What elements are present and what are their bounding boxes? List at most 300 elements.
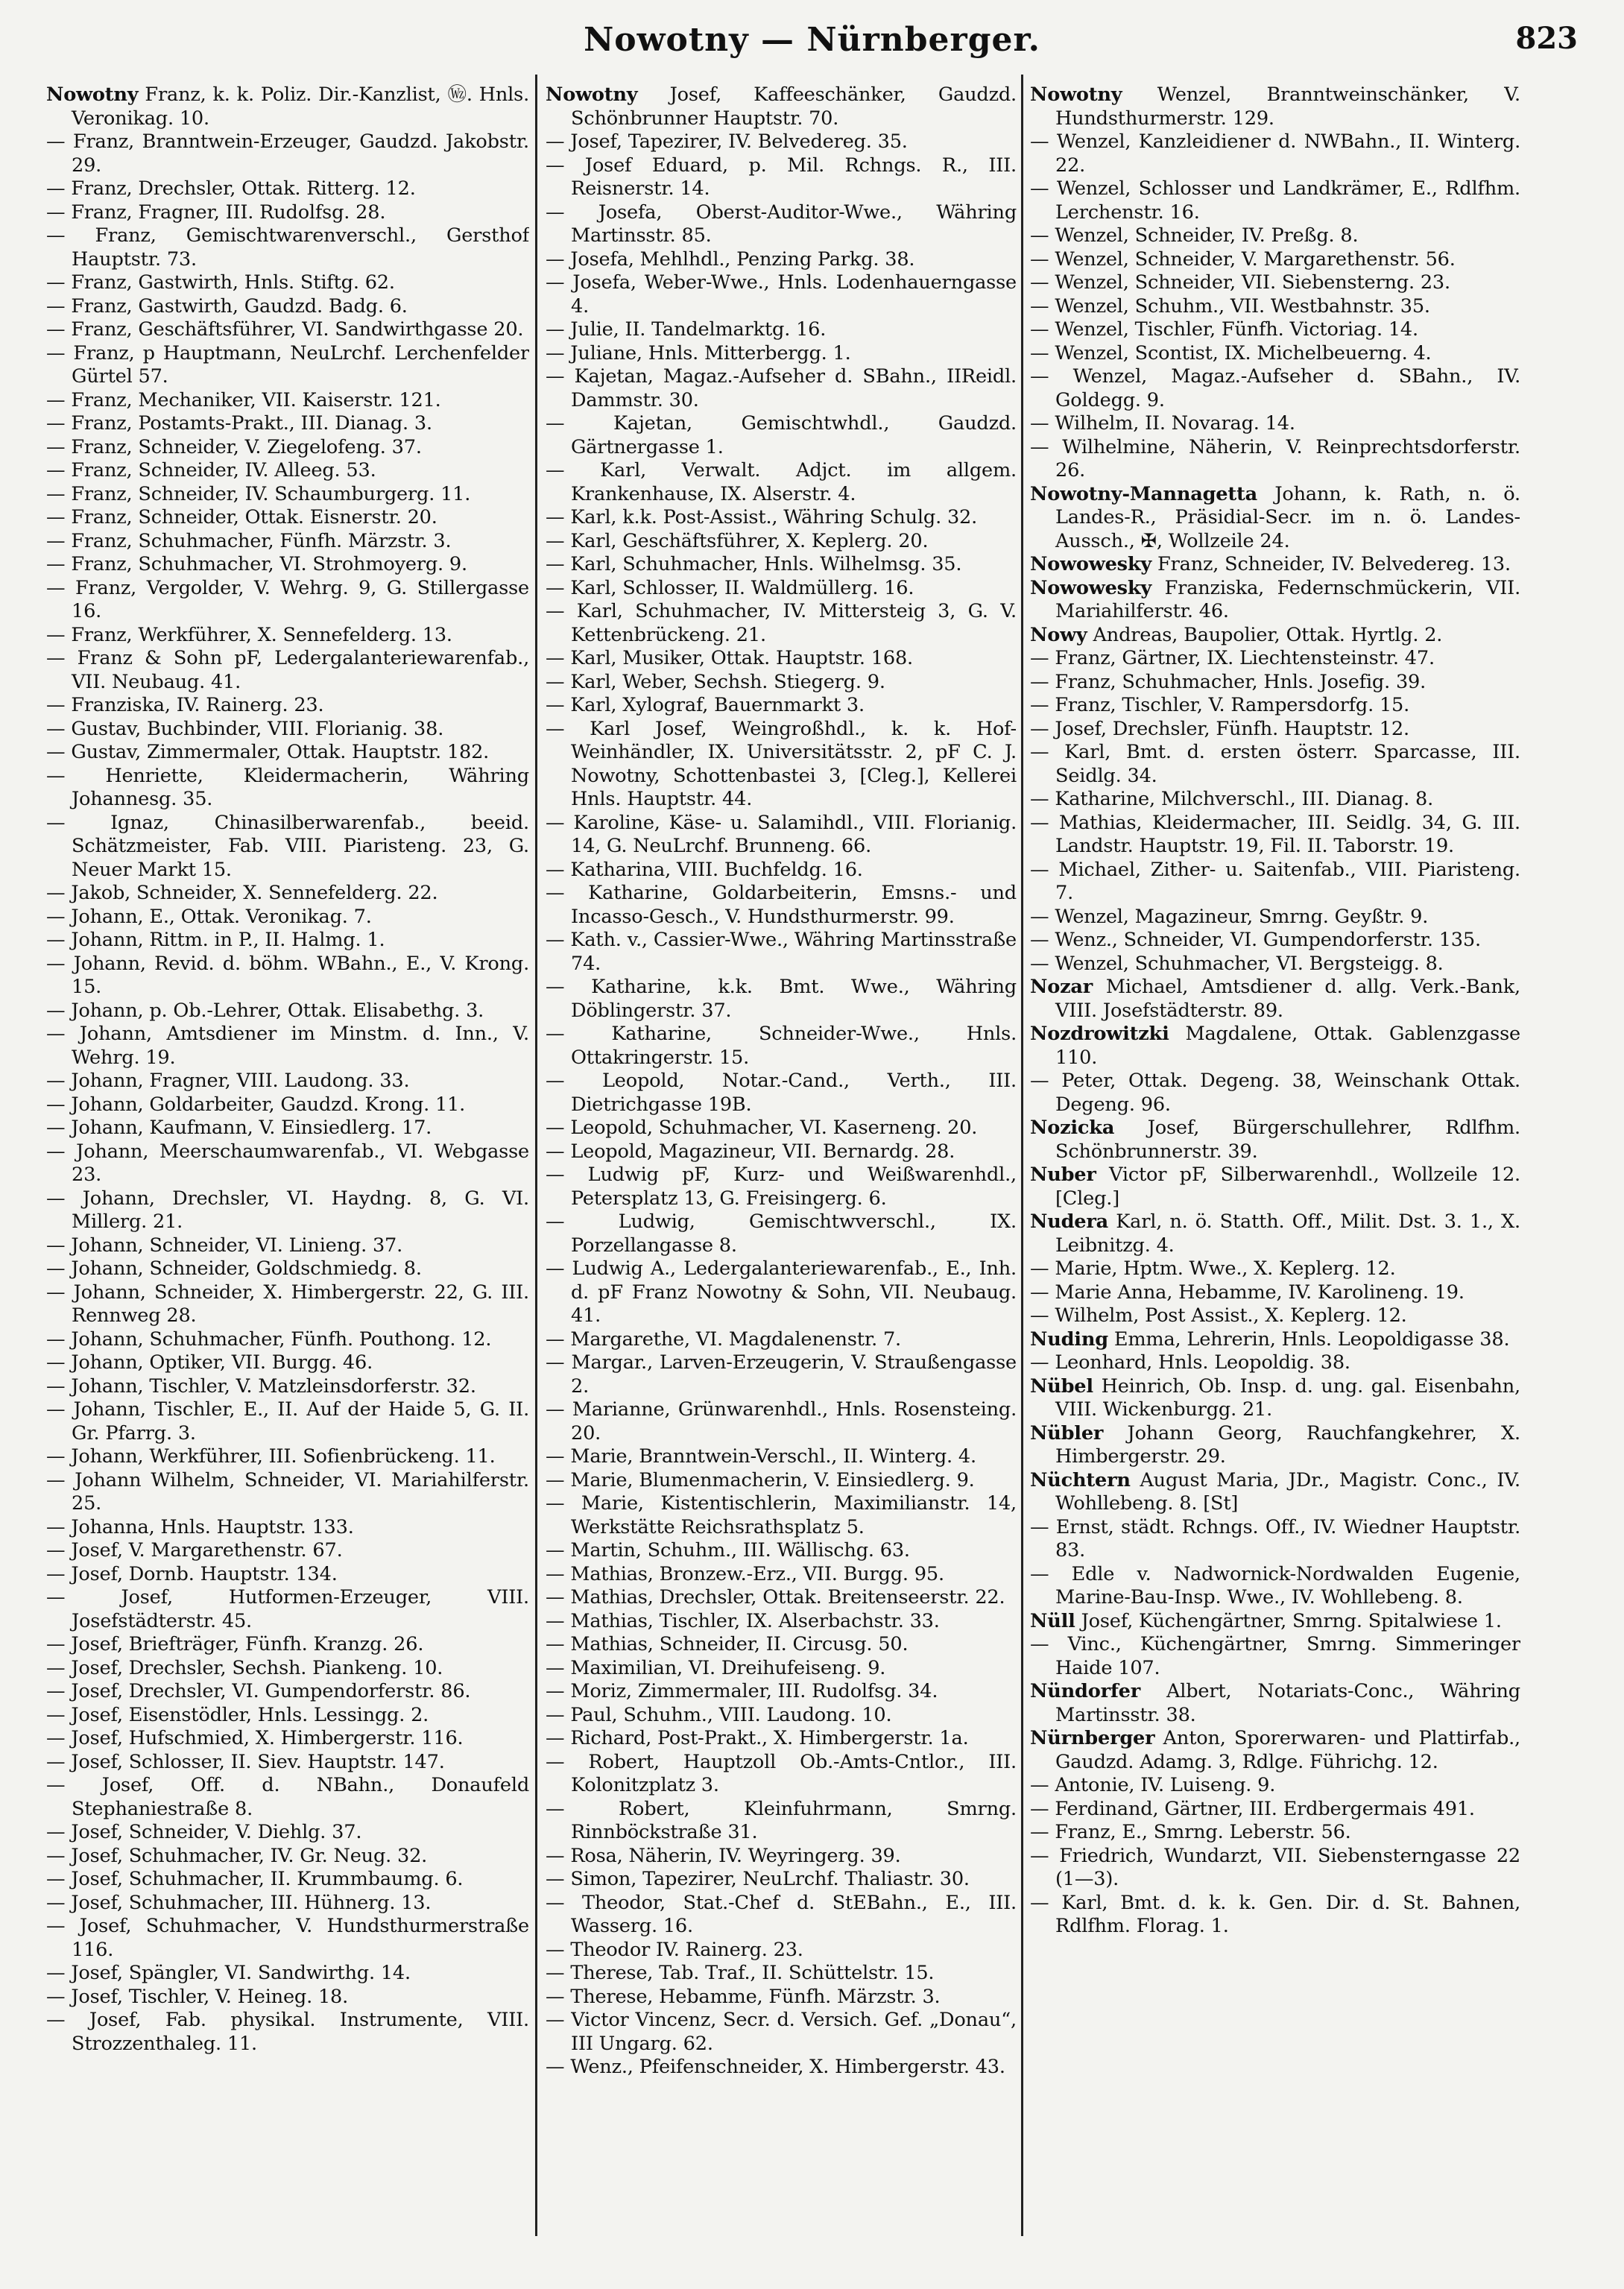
directory-entry [546,1164,1017,1210]
entry-text: — Franz, Fragner, III. Rudolfsg. 28. [46,201,386,224]
entry-text: — Johann, Tischler, V. Matzleinsdorferstr. 32. [46,1374,476,1398]
entry-text: — Mathias, Schneider, II. Circusg. 50. [546,1633,909,1655]
directory-entry [46,342,529,389]
entry-text: Franz, Schneider, IV. Belvedereg. 13. [1151,553,1511,575]
entry-text: — Juliane, Hnls. Mitterbergg. 1. [546,341,851,364]
directory-entry [546,1986,1017,2009]
directory-entry [46,1868,529,1892]
entry-text: — Wilhelmine, Näherin, V. Reinprechtsdorferstr. 26. [1030,435,1520,482]
directory-entry [546,1492,1017,1539]
directory-entry [46,647,529,694]
directory-entry [1030,1821,1520,1845]
directory-entry [546,812,1017,859]
entry-text: — Paul, Schuhm., VIII. Laudong. 10. [546,1703,892,1726]
directory-entry [46,1187,529,1234]
entry-text: — Simon, Tapezirer, NeuLrchf. Thaliastr. 30. [546,1868,970,1890]
directory-entry [1030,1633,1520,1680]
entry-text: — Karl, Xylograf, Bauernmarkt 3. [546,694,865,716]
directory-entry [546,1351,1017,1398]
entry-headword: Nüchtern [1030,1468,1131,1491]
entry-text: — Josef, Tapezirer, IV. Belvedereg. 35. [546,130,908,153]
entry-text: — Leonhard, Hnls. Leopoldig. 38. [1030,1351,1350,1374]
entry-text: — Josef, Schuhmacher, V. Hundsthurmerstraße 116. [46,1915,529,1961]
directory-entry [546,1398,1017,1445]
entry-text: — Josef, Drechsler, Sechsh. Piankeng. 10. [46,1656,443,1679]
entry-text: — Julie, II. Tandelmarktg. 16. [546,318,827,341]
directory-entry [46,224,529,271]
directory-entry [546,1939,1017,1963]
directory-entry [1030,976,1520,1023]
directory-entry [546,1117,1017,1140]
entry-text: Heinrich, Ob. Insp. d. ung. gal. Eisenbahn, VIII. Wickenburgg. 21. [1055,1374,1520,1421]
directory-entry [1030,130,1520,177]
entry-headword: Nowowesky [1030,553,1152,575]
entry-text: — Josef, Schlosser, II. Siev. Hauptstr. 147. [46,1750,445,1773]
entry-text: — Wenzel, Magaz.-Aufseher d. SBahn., IV. Goldegg. 9. [1030,365,1520,411]
directory-entry [46,1821,529,1845]
directory-entry [1030,1023,1520,1070]
column-divider [535,75,537,2236]
directory-entry [546,553,1017,577]
directory-entry [46,1892,529,1916]
entry-text: Franziska, Federnschmückerin, VII. Mariahilferstr. 46. [1055,576,1520,622]
entry-text: — Wenzel, Schneider, IV. Preßg. 8. [1030,224,1359,247]
entry-text: — Marie Anna, Hebamme, IV. Karolineng. 19. [1030,1281,1465,1304]
directory-entry [546,318,1017,342]
directory-entry [46,201,529,225]
directory-entry [46,1962,529,1986]
entry-headword: Nüll [1030,1609,1075,1632]
directory-entry [546,1257,1017,1328]
directory-entry [46,1398,529,1445]
directory-entry [1030,1798,1520,1822]
entry-text: — Wenz., Schneider, VI. Gumpendorferstr. 135. [1030,929,1481,951]
directory-entry [46,506,529,530]
entry-text: — Karl, Schlosser, II. Waldmüllerg. 16. [546,576,914,599]
directory-entry [46,1281,529,1328]
entry-text: — Karl, Bmt. d. k. k. Gen. Dir. d. St. Bahnen, Rdlfhm. Florag. 1. [1030,1891,1520,1937]
directory-entry [546,154,1017,201]
entry-text: — Victor Vincenz, Secr. d. Versich. Gef. „Donau“, III Ungarg. 62. [546,2009,1017,2055]
entry-text: — Gustav, Buchbinder, VIII. Florianig. 38. [46,717,444,740]
entry-text: — Maximilian, VI. Dreihufeiseng. 9. [546,1656,886,1679]
running-title: Nowotny — Nürnberger. [584,21,1040,59]
entry-text: — Josefa, Mehlhdl., Penzing Parkg. 38. [546,247,915,271]
directory-entry [46,1680,529,1704]
entry-text: — Franz, Schneider, V. Ziegelofeng. 37. [46,435,422,458]
entry-text: — Josef, Tischler, V. Heineg. 18. [46,1985,349,2008]
directory-entry [546,577,1017,601]
entry-text: — Josefa, Weber-Wwe., Hnls. Lodenhauerngasse 4. [546,271,1017,318]
directory-entry [46,1351,529,1375]
directory-entry [546,459,1017,506]
entry-text: — Ferdinand, Gärtner, III. Erdbergermais 491. [1030,1797,1475,1820]
entry-text: — Franz, Schneider, IV. Schaumburgerg. 11. [46,482,471,505]
directory-entry [46,624,529,648]
directory-entry [546,1704,1017,1728]
directory-entry [46,1516,529,1540]
entry-text: — Josef, Dornb. Hauptstr. 134. [46,1562,338,1585]
directory-entry [1030,953,1520,976]
directory-entry [46,295,529,319]
entry-text: — Johann, Werkführer, III. Sofienbrückeng. 11. [46,1445,496,1468]
directory-entry [46,1234,529,1258]
entry-text: Josef, Kaffeeschänker, Gaudzd. Schönbrunner Hauptstr. 70. [571,83,1017,130]
directory-entry [1030,1422,1520,1469]
directory-entry [46,389,529,413]
entry-text: — Margarethe, VI. Magdalenenstr. 7. [546,1327,901,1351]
directory-entry [546,600,1017,647]
entry-text: — Josef, Briefträger, Fünfh. Kranzg. 26. [46,1633,424,1655]
directory-entry [546,1868,1017,1892]
directory-entry [1030,177,1520,224]
directory-entry [546,1140,1017,1164]
directory-entry [546,1962,1017,1986]
entry-text: — Josef, Eisenstödler, Hnls. Lessingg. 2. [46,1703,429,1726]
entry-text: — Franz, Tischler, V. Rampersdorfg. 15. [1030,694,1410,716]
directory-entry [1030,1610,1520,1634]
directory-entry [46,318,529,342]
directory-entry [46,718,529,742]
directory-entry [46,741,529,765]
entry-text: — Franz, Geschäftsführer, VI. Sandwirthgasse 20. [46,318,524,341]
entry-text: — Antonie, IV. Luiseng. 9. [1030,1774,1276,1796]
directory-entry [46,1845,529,1869]
directory-entry [46,1000,529,1023]
directory-entry [546,1563,1017,1587]
directory-entry [1030,83,1520,130]
directory-entry [546,694,1017,718]
entry-text: — Franz, Schneider, IV. Alleeg. 53. [46,459,376,482]
column-3 [1030,83,1520,2260]
entry-text: Anton, Sporerwaren- und Plattirfab., Gaudzd. Adamg. 3, Rdlge. Führichg. 12. [1055,1727,1520,1773]
entry-text: Johann Georg, Rauchfangkehrer, X. Himbergerstr. 29. [1055,1421,1520,1468]
entry-text: — Therese, Hebamme, Fünfh. Märzstr. 3. [546,1985,941,2008]
directory-entry [1030,436,1520,483]
entry-text: — Ludwig, Gemischtwverschl., IX. Porzellangasse 8. [546,1210,1017,1257]
directory-entry [1030,929,1520,953]
directory-entry [1030,1375,1520,1422]
directory-entry [46,1469,529,1516]
entry-text: — Johann Wilhelm, Schneider, VI. Mariahilferstr. 25. [46,1468,529,1515]
directory-entry [546,976,1017,1023]
entry-text: — Wenzel, Schuhmacher, VI. Bergsteigg. 8. [1030,952,1444,975]
directory-entry [46,83,529,130]
directory-entry [46,1328,529,1352]
directory-entry [546,1633,1017,1657]
entry-text: — Marianne, Grünwarenhdl., Hnls. Rosensteing. 20. [546,1398,1017,1445]
entry-text: — Richard, Post-Prakt., X. Himbergerstr. 1a. [546,1727,969,1749]
entry-text: — Josef, Spängler, VI. Sandwirthg. 14. [46,1962,411,1984]
directory-entry [46,436,529,460]
entry-text: Andreas, Baupolier, Ottak. Hyrtlg. 2. [1087,623,1443,646]
entry-text: — Franz, Schneider, Ottak. Eisnerstr. 20. [46,506,437,528]
directory-entry [1030,365,1520,412]
entry-text: Albert, Notariats-Conc., Währing Martinsstr. 38. [1055,1680,1520,1726]
entry-text: Magdalene, Ottak. Gablenzgasse 110. [1055,1023,1520,1069]
directory-entry [1030,741,1520,788]
directory-entry [1030,1516,1520,1563]
directory-entry [546,271,1017,318]
directory-entry [1030,1351,1520,1375]
entry-text: — Josef, Drechsler, Fünfh. Hauptstr. 12. [1030,717,1409,740]
entry-text: — Johann, Schneider, X. Himbergerstr. 22, G. III. Rennweg 28. [46,1281,529,1327]
entry-text: — Josef, Schuhmacher, IV. Gr. Neug. 32. [46,1844,428,1867]
entry-text: — Karl, k.k. Post-Assist., Währing Schulg. 32. [546,506,978,528]
directory-entry [1030,906,1520,929]
entry-text: — Johann, Drechsler, VI. Haydng. 8, G. VI. Millerg. 21. [46,1187,529,1233]
column-divider [1021,75,1023,2236]
entry-text: — Marie, Blumenmacherin, V. Einsiedlerg. 9. [546,1468,975,1491]
directory-entry [46,1563,529,1587]
directory-entry [46,1117,529,1140]
entry-headword: Nowotny [46,83,139,106]
directory-entry [546,671,1017,695]
directory-entry [46,459,529,483]
directory-entry [46,765,529,812]
entry-text: — Kath. v., Cassier-Wwe., Währing Martinsstraße 74. [546,929,1017,975]
directory-entry [546,201,1017,248]
directory-entry [1030,1328,1520,1352]
directory-entry [1030,718,1520,742]
entry-text: — Henriette, Kleidermacherin, Währing Johannesg. 35. [46,764,529,810]
directory-entry [1030,647,1520,671]
entry-text: — Franz, Schuhmacher, Fünfh. Märzstr. 3. [46,529,452,552]
entry-text: — Katharine, Schneider-Wwe., Hnls. Ottakringerstr. 15. [546,1023,1017,1069]
entry-text: — Franz, Branntwein-Erzeuger, Gaudzd. Jakobstr. 29. [46,130,529,177]
entry-text: — Karl, Musiker, Ottak. Hauptstr. 168. [546,647,913,669]
directory-entry [46,1023,529,1070]
directory-entry [46,271,529,295]
page-header [0,16,1624,69]
entry-text: — Wenzel, Magazineur, Smrng. Geyßtr. 9. [1030,905,1429,928]
entry-text: Josef, Küchengärtner, Smrng. Spitalwiese 1. [1075,1609,1502,1632]
directory-entry [546,2056,1017,2080]
entry-text: — Wenzel, Schlosser und Landkrämer, E., Rdlfhm. Lerchenstr. 16. [1030,177,1520,224]
directory-entry [46,882,529,906]
entry-text: — Peter, Ottak. Degeng. 38, Weinschank Ottak. Degeng. 96. [1030,1070,1520,1116]
directory-entry [46,1375,529,1399]
directory-entry [1030,1164,1520,1210]
entry-text: — Kajetan, Gemischtwhdl., Gaudzd. Gärtnergasse 1. [546,412,1017,458]
entry-text: — Ludwig pF, Kurz- und Weißwarenhdl., Petersplatz 13, G. Freisingerg. 6. [546,1164,1017,1210]
directory-entry [1030,483,1520,554]
entry-text: — Ludwig A., Ledergalanteriewarenfab., E., Inh. d. pF Franz Nowotny & Sohn, VII. Neubaug. 41. [546,1257,1017,1327]
directory-entry [1030,1845,1520,1892]
entry-text: — Wilhelm, Post Assist., X. Keplerg. 12. [1030,1304,1407,1327]
directory-entry [46,1774,529,1821]
entry-text: — Josef, Hutformen-Erzeuger, VIII. Josefstädterstr. 45. [46,1586,529,1632]
directory-entry [546,1892,1017,1939]
entry-text: — Therese, Tab. Traf., II. Schüttelstr. 15. [546,1962,935,1984]
directory-entry [46,1070,529,1093]
entry-text: — Franz, Vergolder, V. Wehrg. 9, G. Stillergasse 16. [46,576,529,622]
entry-text: — Franz, Gemischtwarenverschl., Gersthof Hauptstr. 73. [46,224,529,271]
entry-text: — Franz, Werkführer, X. Sennefelderg. 13. [46,623,452,646]
entry-text: — Ernst, städt. Rchngs. Off., IV. Wiedner Hauptstr. 83. [1030,1515,1520,1562]
entry-text: — Mathias, Bronzew.-Erz., VII. Burgg. 95. [546,1562,944,1585]
entry-text: — Karl, Geschäftsführer, X. Keplerg. 20. [546,529,929,552]
directory-entry [546,859,1017,883]
directory-entry [1030,271,1520,295]
directory-entry [546,1210,1017,1257]
directory-entry [46,1140,529,1187]
directory-entry [1030,859,1520,906]
entry-text: — Johann, Meerschaumwarenfab., VI. Webgasse 23. [46,1140,529,1186]
directory-entry [546,83,1017,130]
entry-text: — Karoline, Käse- u. Salamihdl., VIII. Florianig. 14, G. NeuLrchf. Brunneng. 66. [546,811,1017,857]
entry-text: — Josef, Schneider, V. Diehlg. 37. [46,1821,362,1843]
directory-entry [46,1751,529,1775]
entry-text: — Katharine, Goldarbeiterin, Emsns.- und Incasso-Gesch., V. Hundsthurmerstr. 99. [546,882,1017,928]
directory-entry [46,1539,529,1563]
entry-text: — Johann, Revid. d. böhm. WBahn., E., V. Krong. 15. [46,952,529,998]
directory-entry [1030,1727,1520,1774]
directory-entry [546,1469,1017,1493]
entry-text: — Johann, Schneider, VI. Linieng. 37. [46,1234,403,1257]
entry-text: Johann, k. Rath, n. ö. Landes-R., Präsidial-Secr. im n. ö. Landes-Aussch., ✠, Wollzeile 24. [1055,482,1520,552]
entry-text: Karl, n. ö. Statth. Off., Milit. Dst. 3. 1., X. Leibnitzg. 4. [1055,1210,1520,1257]
entry-text: — Mathias, Tischler, IX. Alserbachstr. 33. [546,1609,940,1632]
directory-entry [46,1257,529,1281]
entry-headword: Nozar [1030,976,1093,998]
directory-entry [1030,412,1520,436]
entry-text: — Josef, Drechsler, VI. Gumpendorferstr. 86. [46,1680,471,1702]
directory-entry [1030,1304,1520,1328]
entry-text: — Karl, Verwalt. Adjct. im allgem. Krankenhause, IX. Alserstr. 4. [546,459,1017,505]
directory-entry [546,647,1017,671]
entry-text: — Theodor IV. Rainerg. 23. [546,1938,803,1961]
directory-entry [1030,224,1520,248]
entry-text: — Katharina, VIII. Buchfeldg. 16. [546,858,863,881]
entry-headword: Nürnberger [1030,1727,1155,1749]
entry-text: — Marie, Hptm. Wwe., X. Keplerg. 12. [1030,1257,1396,1280]
entry-text: — Kajetan, Magaz.-Aufseher d. SBahn., IIReidl. Dammstr. 30. [546,365,1017,411]
entry-text: — Wilhelm, II. Novarag. 14. [1030,412,1295,435]
entry-text: — Wenzel, Tischler, Fünfh. Victoriag. 14. [1030,318,1418,341]
directory-entry [546,1539,1017,1563]
directory-entry [546,248,1017,272]
entry-text: — Josef, Schuhmacher, III. Hühnerg. 13. [46,1891,432,1914]
entry-headword: Nübler [1030,1421,1104,1445]
entry-text: — Karl, Weber, Sechsh. Stiegerg. 9. [546,670,885,693]
directory-entry [546,929,1017,976]
entry-text: — Josef, Fab. physikal. Instrumente, VIII. Strozzenthaleg. 11. [46,2009,529,2055]
directory-entry [46,1633,529,1657]
entry-text: — Mathias, Drechsler, Ottak. Breitenseerstr. 22. [546,1586,1005,1608]
entry-text: Emma, Lehrerin, Hnls. Leopoldigasse 38. [1108,1327,1510,1351]
directory-entry [46,1727,529,1751]
entry-text: Wenzel, Branntweinschänker, V. Hundsthurmerstr. 129. [1055,83,1520,130]
entry-headword: Nozicka [1030,1117,1115,1139]
entry-text: — Jakob, Schneider, X. Sennefelderg. 22. [46,882,438,904]
entry-headword: Nozdrowitzki [1030,1023,1169,1045]
directory-entry [1030,1070,1520,1117]
entry-text: — Marie, Kistentischlerin, Maximilianstr. 14, Werkstätte Reichsrathsplatz 5. [546,1492,1017,1538]
directory-entry [46,929,529,953]
entry-text: — Ignaz, Chinasilberwarenfab., beeid. Schätzmeister, Fab. VIII. Piaristeng. 23, G. Neuer Markt 15. [46,811,529,881]
directory-entry [46,553,529,577]
entry-text: — Josef, Schuhmacher, II. Krummbaumg. 6. [46,1868,464,1890]
directory-entry [1030,1257,1520,1281]
entry-headword: Nübel [1030,1374,1093,1398]
directory-entry [1030,694,1520,718]
directory-entry [1030,812,1520,859]
directory-entry [546,1610,1017,1634]
entry-text: — Margar., Larven-Erzeugerin, V. Straußengasse 2. [546,1351,1017,1398]
directory-entry [546,1328,1017,1352]
directory-entry [1030,1680,1520,1727]
directory-entry [46,2009,529,2056]
entry-text: — Wenzel, Schneider, VII. Siebensterng. 23. [1030,271,1450,294]
directory-entry [46,130,529,177]
directory-entry [46,694,529,718]
directory-entry [546,1798,1017,1845]
column-2 [546,83,1017,2260]
directory-entry [46,1093,529,1117]
directory-entry [1030,342,1520,366]
entry-headword: Nowotny-Mannagetta [1030,482,1258,505]
directory-entry [1030,1210,1520,1257]
directory-entry [46,483,529,507]
entry-text: — Johann, E., Ottak. Veronikag. 7. [46,905,372,928]
entry-text: — Johann, Fragner, VIII. Laudong. 33. [46,1070,410,1092]
entry-text: — Franz, Schuhmacher, Hnls. Josefig. 39. [1030,670,1426,693]
entry-text: — Wenz., Pfeifenschneider, X. Himbergerstr. 43. [546,2056,1005,2078]
directory-entry [1030,577,1520,624]
entry-text: — Robert, Kleinfuhrmann, Smrng. Rinnböckstraße 31. [546,1797,1017,1843]
directory-entry [46,1704,529,1728]
entry-text: — Franz, Mechaniker, VII. Kaiserstr. 121. [46,388,441,411]
directory-entry [546,530,1017,554]
entry-text: Josef, Bürgerschullehrer, Rdlfhm. Schönbrunnerstr. 39. [1055,1117,1520,1163]
directory-entry [46,1915,529,1962]
entry-text: — Leopold, Schuhmacher, VI. Kaserneng. 20. [546,1117,978,1139]
directory-entry [1030,553,1520,577]
entry-text: — Moriz, Zimmermaler, III. Rudolfsg. 34. [546,1680,938,1702]
entry-text: — Gustav, Zimmermaler, Ottak. Hauptstr. 182. [46,741,490,763]
directory-entry [546,506,1017,530]
entry-headword: Nuber [1030,1164,1096,1186]
directory-entry [546,412,1017,459]
entry-text: — Leopold, Magazineur, VII. Bernardg. 28. [546,1140,955,1163]
directory-entry [1030,624,1520,648]
entry-text: — Marie, Branntwein-Verschl., II. Winterg. 4. [546,1445,976,1468]
directory-entry [1030,248,1520,272]
entry-text: — Martin, Schuhm., III. Wällischg. 63. [546,1539,910,1562]
directory-entry [1030,1774,1520,1798]
directory-entry [546,342,1017,366]
column-1 [46,83,529,2260]
entry-text: — Karl, Bmt. d. ersten österr. Sparcasse, III. Seidlg. 34. [1030,741,1520,787]
entry-text: — Wenzel, Kanzleidiener d. NWBahn., II. Winterg. 22. [1030,130,1520,177]
entry-text: — Wenzel, Schneider, V. Margarethenstr. 56. [1030,247,1456,271]
directory-entry [46,530,529,554]
entry-text: Franz, k. k. Poliz. Dir.-Kanzlist, 🄮. Hnls. Veronikag. 10. [72,83,529,130]
entry-text: — Michael, Zither- u. Saitenfab., VIII. Piaristeng. 7. [1030,858,1520,904]
entry-text: — Leopold, Notar.-Cand., Verth., III. Dietrichgasse 19B. [546,1070,1017,1116]
entry-headword: Nudera [1030,1210,1109,1233]
directory-entry [46,812,529,883]
entry-text: — Wenzel, Scontist, IX. Michelbeuerng. 4. [1030,341,1432,364]
entry-text: — Mathias, Kleidermacher, III. Seidlg. 34, G. III. Landstr. Hauptstr. 19, Fil. II. Taborstr. 19. [1030,811,1520,857]
directory-entry [1030,671,1520,695]
entry-text: — Franz, Gärtner, IX. Liechtensteinstr. 47. [1030,647,1435,669]
entry-text: — Franz, Schuhmacher, VI. Strohmoyerg. 9. [46,553,467,575]
directory-entry [546,1680,1017,1704]
page-number: 823 [1515,21,1578,56]
entry-text: — Katharine, Milchverschl., III. Dianag. 8. [1030,788,1434,810]
